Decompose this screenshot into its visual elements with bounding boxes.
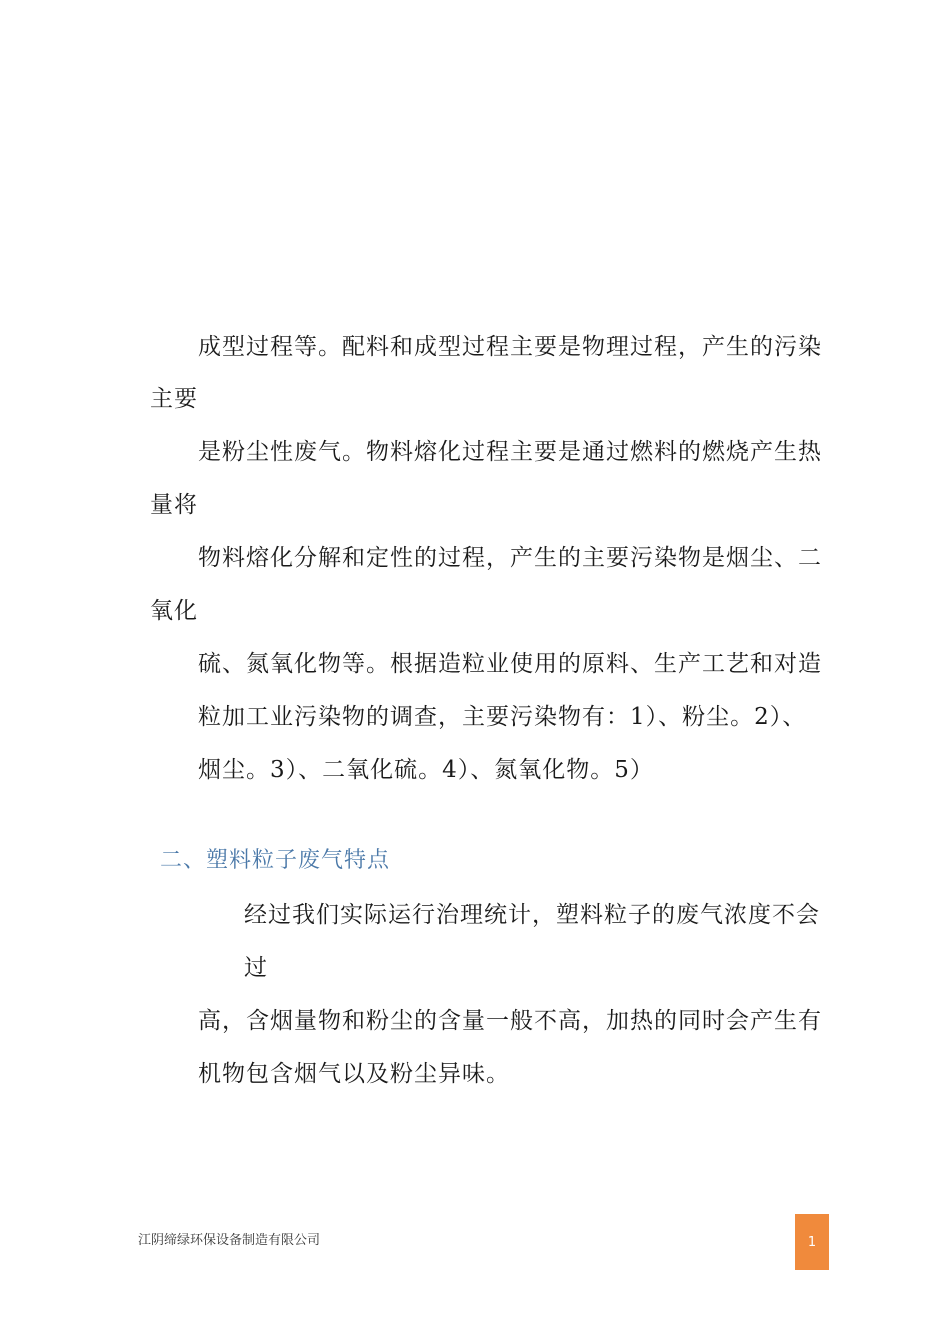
paragraph-line: 主要: [150, 386, 198, 412]
paragraph-line: 经过我们实际运行治理统计，塑料粒子的废气浓度不会: [244, 902, 820, 928]
paragraph-line: 高，含烟量物和粉尘的含量一般不高，加热的同时会产生有: [198, 1008, 822, 1034]
paragraph-line: 粒加工业污染物的调查，主要污染物有：1）、粉尘。2）、: [198, 704, 807, 730]
paragraph-line: 物料熔化分解和定性的过程，产生的主要污染物是烟尘、二: [198, 545, 822, 571]
paragraph-line: 过: [244, 955, 268, 981]
section-heading: 二、塑料粒子废气特点: [160, 848, 391, 873]
paragraph-line: 成型过程等。配料和成型过程主要是物理过程，产生的污染: [198, 334, 822, 360]
paragraph-line: 机物包含烟气以及粉尘异味。: [198, 1061, 510, 1087]
paragraph-line: 是粉尘性废气。物料熔化过程主要是通过燃料的燃烧产生热: [198, 439, 822, 465]
footer-company-name: 江阴缔绿环保设备制造有限公司: [138, 1233, 321, 1248]
paragraph-line: 量将: [150, 492, 198, 518]
paragraph-line: 硫、氮氧化物等。根据造粒业使用的原料、生产工艺和对造: [198, 651, 822, 677]
page-number-badge: [795, 1214, 829, 1270]
paragraph-line: 烟尘。3）、二氧化硫。4）、氮氧化物。5）: [198, 757, 654, 783]
paragraph-line: 氧化: [150, 598, 198, 624]
page-number: 1: [807, 1234, 817, 1250]
